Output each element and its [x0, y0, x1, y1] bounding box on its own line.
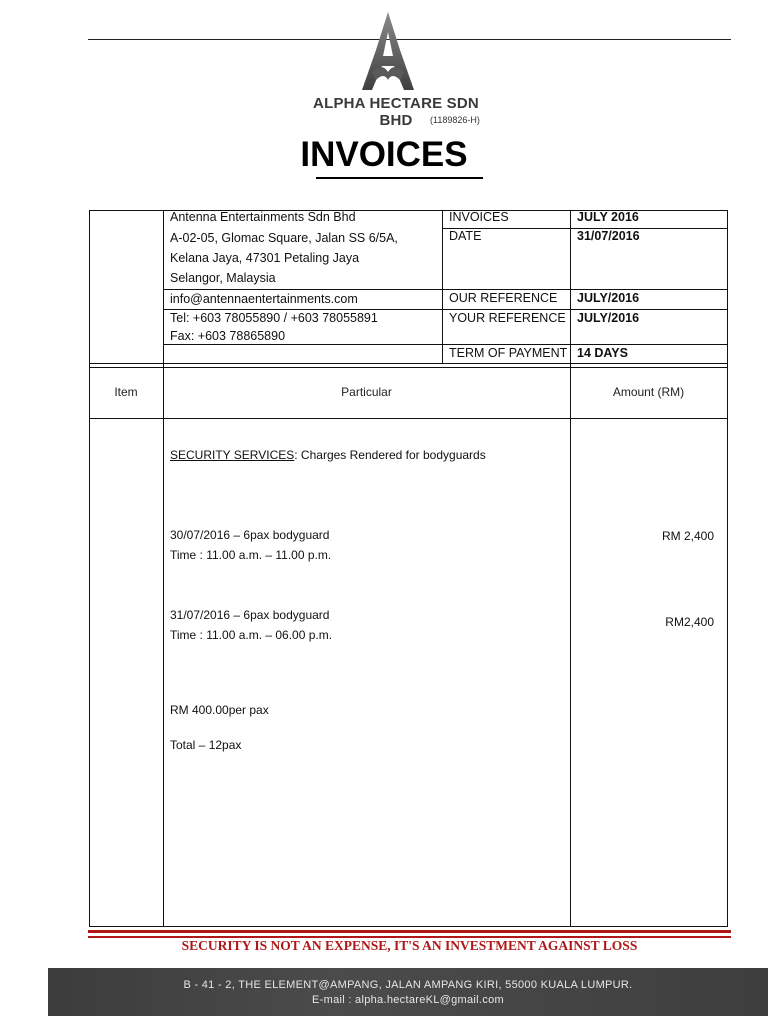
page-title: INVOICES	[300, 135, 468, 174]
company-logo-icon	[360, 10, 416, 96]
our-reference-label: OUR REFERENCE	[449, 291, 558, 305]
service-description: : Charges Rendered for bodyguards	[294, 448, 486, 462]
column-header-particular: Particular	[341, 385, 392, 399]
footer-band	[48, 968, 768, 1016]
footer-address: B - 41 - 2, THE ELEMENT@AMPANG, JALAN AMPANG KIRI, 55000 KUALA LUMPUR.	[183, 979, 633, 991]
our-reference-value: JULY/2016	[577, 291, 640, 305]
column-header-amount: Amount (RM)	[612, 385, 685, 399]
invoices-value: JULY 2016	[577, 210, 639, 224]
footer-email: E-mail : alpha.hectareKL@gmail.com	[312, 994, 504, 1006]
client-name: Antenna Entertainments Sdn Bhd	[170, 210, 356, 224]
table-border	[89, 363, 728, 364]
invoices-label: INVOICES	[449, 210, 509, 224]
client-fax: Fax: +603 78865890	[170, 329, 286, 343]
table-border	[89, 367, 728, 368]
client-address-line2: Kelana Jaya, 47301 Petaling Jaya	[170, 251, 360, 265]
client-address-line1: A-02-05, Glomac Square, Jalan SS 6/5A,	[170, 231, 398, 245]
company-reg-no: (1189826-H)	[430, 115, 480, 125]
table-border	[442, 210, 443, 363]
line1-date: 30/07/2016 – 6pax bodyguard	[170, 528, 330, 542]
table-border	[727, 210, 728, 927]
term-of-payment-label: TERM OF PAYMENT	[449, 346, 568, 360]
column-header-item: Item	[114, 385, 138, 399]
service-line	[170, 445, 486, 465]
footer-slogan: SECURITY IS NOT AN EXPENSE, IT'S AN INVESTMENT AGAINST LOSS	[181, 938, 638, 953]
client-address-line3: Selangor, Malaysia	[170, 271, 276, 285]
table-border	[570, 210, 571, 927]
line1-time: Time : 11.00 a.m. – 11.00 p.m.	[170, 548, 332, 562]
client-tel: Tel: +603 78055890 / +603 78055891	[170, 311, 378, 325]
total-pax: Total – 12pax	[170, 738, 242, 752]
line2-date: 31/07/2016 – 6pax bodyguard	[170, 608, 330, 622]
table-border	[89, 418, 728, 419]
title-underline	[316, 177, 483, 179]
service-heading: SECURITY SERVICES	[170, 448, 295, 462]
company-name: ALPHA HECTARE SDN BHD	[313, 95, 479, 129]
line2-time: Time : 11.00 a.m. – 06.00 p.m.	[170, 628, 333, 642]
date-label: DATE	[449, 229, 482, 243]
table-border	[163, 210, 164, 927]
line2-amount: RM2,400	[665, 615, 714, 629]
your-reference-value: JULY/2016	[577, 311, 640, 325]
date-value: 31/07/2016	[577, 229, 640, 243]
your-reference-label: YOUR REFERENCE	[449, 311, 566, 325]
rate-per-pax: RM 400.00per pax	[170, 703, 269, 717]
table-border	[89, 210, 90, 927]
table-border	[89, 926, 728, 927]
term-of-payment-value: 14 DAYS	[577, 346, 628, 360]
line1-amount: RM 2,400	[661, 529, 714, 543]
client-email: info@antennaentertainments.com	[170, 292, 358, 306]
footer-red-rule	[88, 930, 731, 933]
